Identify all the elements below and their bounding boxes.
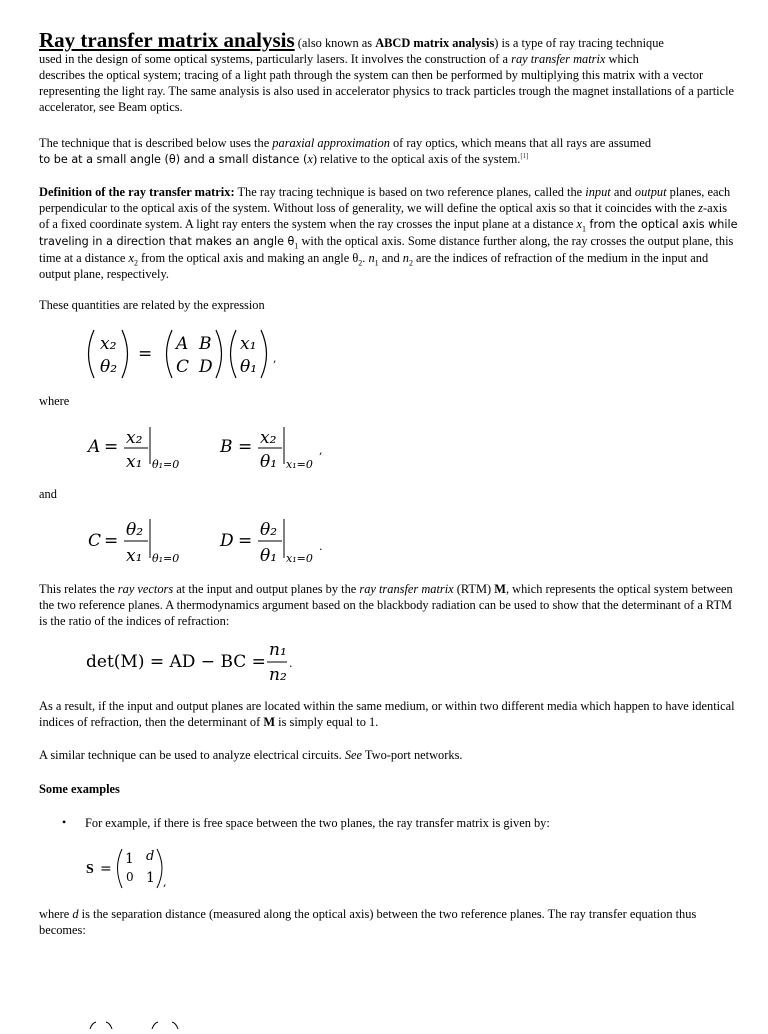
svg-text:x₁=0: x₁=0 [286, 552, 313, 565]
intro-paragraph: Ray transfer matrix analysis (also known as ABCD matrix analysis) is a type of ray tracing technique used in the design of some optical systems, particularly lasers. It involves the construction of a ray transfer matrix which describes the optical system; tracing of a light path through the system can then be performed by multiplying this matrix with a vector representing the light ray. The same analysis is also used in accelerator physics to track particles trough the magnet installations of a particle accelerator, see Beam optics. [39, 28, 735, 114]
svg-text:=: = [100, 861, 112, 877]
svg-text:D: D [220, 531, 234, 551]
svg-text:,: , [319, 444, 323, 457]
svg-text:det(M) = AD − BC =: det(M) = AD − BC = [86, 652, 266, 672]
svg-text:x₁: x₁ [126, 546, 143, 566]
svg-text:θ₁: θ₁ [260, 452, 278, 472]
svg-text:B: B [220, 437, 233, 457]
svg-text:n₁: n₁ [269, 640, 287, 660]
svg-text:,: , [163, 876, 167, 889]
svg-text:C: C [176, 357, 190, 377]
separation-paragraph: where d is the separation distance (measured along the optical axis) between the two reference planes. The ray transfer equation thus becomes: [39, 907, 697, 937]
svg-text:1: 1 [125, 851, 134, 867]
svg-text:A: A [88, 437, 101, 457]
svg-text:θ₂: θ₂ [260, 520, 278, 540]
circuits-paragraph: A similar technique can be used to analyze electrical circuits. See Two-port networks. [39, 748, 463, 762]
svg-text:A: A [176, 334, 189, 354]
example-bullet-text: For example, if there is free space between the two planes, the ray transfer matrix is given by: [85, 816, 550, 830]
svg-text:x₂: x₂ [126, 428, 143, 448]
svg-text:θ₁=0: θ₁=0 [152, 458, 180, 471]
paraxial-paragraph: The technique that is described below uses the paraxial approximation of ray optics, which means that all rays are assumed to be at a small angle (θ) and a small distance (x) relative to the optical axis of the system.[1] [39, 136, 652, 166]
svg-text:x₂: x₂ [260, 428, 277, 448]
definition-paragraph: Definition of the ray transfer matrix: The ray tracing technique is based on two reference planes, called the input and output planes, each perpendicular to the optical axis of the system. Without loss of generality, we will define the optical axis so that it coincides with the z-axis of a fixed coordinate system. A light ray enters the system when the ray crosses the input plane at a distance $x_1$ from the optical axis while traveling in a direction that makes an angle $\theta_1$ with the optical axis. Some distance further along, the ray crosses the output plane, this time at a distance $x_2$ from the optical axis and making an angle $\theta_2$. $n_1$ and $n_2$ are the indices of refraction of the medium in the input and output plane, respectively. [39, 185, 738, 281]
definition-heading: Definition of the ray transfer matrix: [39, 185, 235, 199]
svg-text:0: 0 [126, 870, 134, 884]
svg-text:θ₁=0: θ₁=0 [152, 552, 180, 565]
bullet-marker: • [62, 815, 67, 829]
svg-text:=: = [104, 531, 119, 551]
svg-text:B: B [199, 334, 212, 354]
svg-text:1: 1 [146, 870, 155, 886]
eq-x2: x₂ [100, 334, 117, 354]
svg-text:θ₁: θ₁ [240, 357, 258, 377]
ray-transfer-equation [80, 326, 290, 387]
result-paragraph: As a result, if the input and output planes are located within the same medium, or within two different media which happen to have identical indices of refraction, then the determinant of M is simply equal to 1. [39, 699, 735, 729]
free-space-matrix [86, 846, 186, 897]
eq-th2: θ₂ [100, 357, 118, 377]
related-text: These quantities are related by the expression [39, 298, 265, 312]
article-title: Ray transfer matrix analysis [39, 28, 295, 52]
svg-text:.: . [289, 657, 293, 670]
two-port-networks-link[interactable]: Two-port networks. [362, 748, 463, 762]
svg-text:d: d [146, 849, 155, 864]
svg-text:x₁=0: x₁=0 [286, 458, 313, 471]
rtm-paragraph: This relates the ray vectors at the input and output planes by the ray transfer matrix (RTM) M, which represents the optical system between the two reference planes. A thermodynamics argument based on the blackbody radiation can be used to show that the determinant of a RTM is the ratio of the indices of refraction: [39, 582, 733, 628]
svg-text:n₂: n₂ [269, 665, 287, 685]
svg-text:S: S [86, 862, 94, 877]
and-text: and [39, 487, 57, 501]
c-d-definitions [86, 516, 336, 571]
a-b-definitions [86, 424, 336, 479]
svg-text:D: D [199, 357, 213, 377]
svg-text:C: C [88, 531, 102, 551]
where-text: where [39, 394, 70, 408]
svg-text:x₁: x₁ [126, 452, 143, 472]
svg-text:.: . [319, 540, 323, 553]
determinant-equation [86, 638, 306, 689]
svg-text:=: = [238, 531, 253, 551]
svg-text:=: = [138, 344, 153, 364]
svg-text:=: = [238, 437, 253, 457]
svg-text:x₁: x₁ [240, 334, 257, 354]
examples-heading: Some examples [39, 782, 120, 796]
svg-text:,: , [273, 352, 277, 365]
svg-text:=: = [104, 437, 119, 457]
svg-text:θ₂: θ₂ [126, 520, 144, 540]
reference-link[interactable]: [1] [520, 152, 529, 160]
svg-text:θ₁: θ₁ [260, 546, 278, 566]
partial-equation-cutoff [80, 1016, 200, 1034]
